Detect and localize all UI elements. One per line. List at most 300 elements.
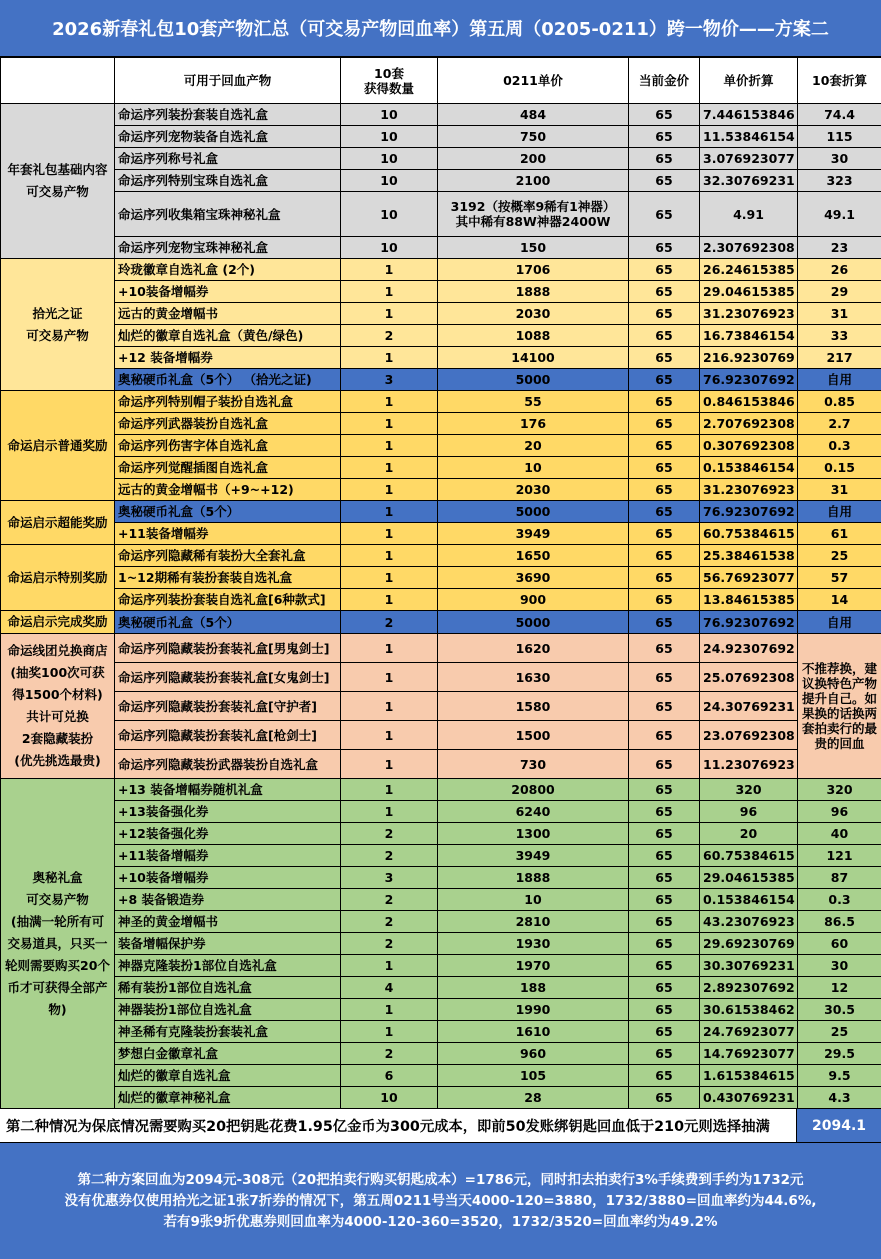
price: 1610 (438, 1021, 629, 1043)
qty: 4 (341, 977, 438, 999)
unit: 4.91 (700, 192, 798, 237)
price: 1500 (438, 721, 629, 750)
gold: 65 (629, 1087, 700, 1109)
gold: 65 (629, 523, 700, 545)
item-name: +10装备增幅券 (115, 867, 341, 889)
total: 12 (798, 977, 881, 999)
total: 61 (798, 523, 881, 545)
total: 自用 (798, 501, 881, 523)
price: 1088 (438, 325, 629, 347)
group-label-line: 可交易产物 (26, 327, 89, 343)
gold: 65 (629, 237, 700, 259)
qty: 1 (341, 391, 438, 413)
gold: 65 (629, 801, 700, 823)
qty: 3 (341, 369, 438, 391)
footer-line: 第二种方案回血为2094元-308元（20把拍卖行购买钥匙成本）=1786元，同时扣去拍卖行3%手续费到手约为1732元 (77, 1171, 804, 1188)
unit: 24.76923077 (700, 1021, 798, 1043)
total: 0.3 (798, 889, 881, 911)
table-row (1, 663, 881, 692)
gold: 65 (629, 501, 700, 523)
price: 1888 (438, 281, 629, 303)
unit: 29.04615385 (700, 867, 798, 889)
unit: 31.23076923 (700, 303, 798, 325)
price: 2100 (438, 170, 629, 192)
qty: 10 (341, 126, 438, 148)
table-row (1, 237, 881, 259)
unit: 3.076923077 (700, 148, 798, 170)
table-row-highlight (1, 611, 881, 634)
item-name: 奥秘硬币礼盒（5个） (115, 501, 341, 523)
item-name: +12 装备增幅券 (115, 347, 341, 369)
group-label-line: 可交易产物 (26, 184, 89, 199)
qty: 1 (341, 413, 438, 435)
header-qty-line1: 10套 (374, 65, 404, 81)
price: 730 (438, 750, 629, 779)
item-name: 神圣的黄金增幅书 (115, 911, 341, 933)
qty: 1 (341, 435, 438, 457)
item-name: 1~12期稀有装扮套装自选礼盒 (115, 567, 341, 589)
gold: 65 (629, 391, 700, 413)
unit: 14.76923077 (700, 1043, 798, 1065)
table-row (1, 413, 881, 435)
unit: 25.07692308 (700, 663, 798, 692)
unit: 11.23076923 (700, 750, 798, 779)
price: 2030 (438, 303, 629, 325)
qty: 1 (341, 347, 438, 369)
item-name: +10装备增幅券 (115, 281, 341, 303)
unit: 30.30769231 (700, 955, 798, 977)
qty: 2 (341, 611, 438, 634)
price: 10 (438, 457, 629, 479)
item-name: 命运序列称号礼盒 (115, 148, 341, 170)
table-row (1, 192, 881, 237)
total: 40 (798, 823, 881, 845)
unit: 76.92307692 (700, 501, 798, 523)
unit: 96 (700, 801, 798, 823)
group-label-exchange-shop (1, 634, 115, 779)
total: 4.3 (798, 1087, 881, 1109)
total: 217 (798, 347, 881, 369)
qty: 1 (341, 589, 438, 611)
qty: 1 (341, 801, 438, 823)
table-row (1, 1065, 881, 1087)
item-name: 稀有装扮1部位自选礼盒 (115, 977, 341, 999)
header-qty (341, 58, 438, 104)
price: 1300 (438, 823, 629, 845)
total: 320 (798, 779, 881, 801)
item-name: 神圣稀有克隆装扮套装礼盒 (115, 1021, 341, 1043)
item-name: 远古的黄金增幅书 (115, 303, 341, 325)
gold: 65 (629, 779, 700, 801)
table-row (1, 281, 881, 303)
header-item: 可用于回血产物 (115, 58, 341, 104)
price: 5000 (438, 611, 629, 634)
total: 74.4 (798, 104, 881, 126)
table-row (1, 750, 881, 779)
gold: 65 (629, 663, 700, 692)
unit: 2.892307692 (700, 977, 798, 999)
gold: 65 (629, 104, 700, 126)
gold: 65 (629, 999, 700, 1021)
header-qty-line2: 获得数量 (363, 80, 414, 96)
gold: 65 (629, 259, 700, 281)
total: 25 (798, 1021, 881, 1043)
price: 1650 (438, 545, 629, 567)
gold: 65 (629, 911, 700, 933)
group-label-line: 奥秘礼盒 (32, 869, 83, 885)
item-name: 命运序列特别宝珠自选礼盒 (115, 170, 341, 192)
header-unit: 单价折算 (700, 58, 798, 104)
table-row (1, 1087, 881, 1109)
item-name: 奥秘硬币礼盒（5个） （拾光之证) (115, 369, 341, 391)
table-row (1, 325, 881, 347)
table-row-highlight (1, 501, 881, 523)
gold: 65 (629, 303, 700, 325)
group-label-line: 命运线团兑换商店 (7, 643, 108, 658)
total: 86.5 (798, 911, 881, 933)
price: 1930 (438, 933, 629, 955)
qty: 1 (341, 955, 438, 977)
total: 57 (798, 567, 881, 589)
unit: 76.92307692 (700, 369, 798, 391)
item-name: 梦想白金徽章礼盒 (115, 1043, 341, 1065)
gold: 65 (629, 281, 700, 303)
table-row (1, 634, 881, 663)
item-name: 命运序列隐藏稀有装扮大全套礼盒 (115, 545, 341, 567)
header-total: 10套折算 (798, 58, 881, 104)
qty: 10 (341, 170, 438, 192)
group-label-line: 共计可兑换 (26, 709, 89, 724)
unit: 20 (700, 823, 798, 845)
table-row (1, 911, 881, 933)
gold: 65 (629, 589, 700, 611)
qty: 2 (341, 1043, 438, 1065)
qty: 1 (341, 1021, 438, 1043)
gold: 65 (629, 545, 700, 567)
qty: 10 (341, 1087, 438, 1109)
table-row (1, 721, 881, 750)
gold: 65 (629, 721, 700, 750)
group-label-line: 可交易产物 (26, 891, 89, 907)
gold: 65 (629, 567, 700, 589)
qty: 1 (341, 457, 438, 479)
unit: 32.30769231 (700, 170, 798, 192)
item-name: 神器装扮1部位自选礼盒 (115, 999, 341, 1021)
item-name: 命运序列武器装扮自选礼盒 (115, 413, 341, 435)
gold: 65 (629, 845, 700, 867)
gold: 65 (629, 933, 700, 955)
price: 2810 (438, 911, 629, 933)
qty: 1 (341, 634, 438, 663)
item-name: 命运序列宠物宝珠神秘礼盒 (115, 237, 341, 259)
unit: 31.23076923 (700, 479, 798, 501)
unit: 13.84615385 (700, 589, 798, 611)
unit: 16.73846154 (700, 325, 798, 347)
table-row (1, 823, 881, 845)
price: 28 (438, 1087, 629, 1109)
group-label-line: 轮则需要购买20个 (5, 957, 110, 973)
unit: 23.07692308 (700, 721, 798, 750)
price: 3690 (438, 567, 629, 589)
total: 29 (798, 281, 881, 303)
summary-row (0, 1108, 881, 1142)
qty: 1 (341, 692, 438, 721)
group-label-line: 拾光之证 (32, 305, 83, 321)
qty: 1 (341, 281, 438, 303)
gold: 65 (629, 148, 700, 170)
table-row (1, 126, 881, 148)
table-row (1, 589, 881, 611)
price: 5000 (438, 501, 629, 523)
group-label-line: 交易道具，只买一 (7, 935, 108, 951)
qty: 2 (341, 933, 438, 955)
gold: 65 (629, 1065, 700, 1087)
gold: 65 (629, 977, 700, 999)
item-name: 灿烂的徽章自选礼盒（黄色/绿色) (115, 325, 341, 347)
unit: 56.76923077 (700, 567, 798, 589)
table-row (1, 435, 881, 457)
page-title: 2026新春礼包10套产物汇总（可交易产物回血率）第五周（0205-0211）跨一物价——方案二 (0, 0, 881, 57)
price-line2: 其中稀有88W神器2400W (455, 214, 611, 229)
table-row (1, 259, 881, 281)
qty: 2 (341, 823, 438, 845)
unit: 2.707692308 (700, 413, 798, 435)
total: 23 (798, 237, 881, 259)
price: 188 (438, 977, 629, 999)
item-name: +13 装备增幅券随机礼盒 (115, 779, 341, 801)
table-row (1, 779, 881, 801)
group-label-line: 得1500个材料) (12, 687, 103, 702)
group-label-shiguang (1, 259, 115, 391)
price: 484 (438, 104, 629, 126)
table-row (1, 977, 881, 999)
table-row (1, 170, 881, 192)
qty: 1 (341, 779, 438, 801)
price: 1706 (438, 259, 629, 281)
table-row (1, 999, 881, 1021)
price: 176 (438, 413, 629, 435)
price: 5000 (438, 369, 629, 391)
table-row (1, 567, 881, 589)
price: 3949 (438, 523, 629, 545)
item-name: 灿烂的徽章自选礼盒 (115, 1065, 341, 1087)
gold: 65 (629, 750, 700, 779)
qty: 6 (341, 1065, 438, 1087)
table-row (1, 845, 881, 867)
header-price: 0211单价 (438, 58, 629, 104)
price: 20800 (438, 779, 629, 801)
group-label-completion-reward: 命运启示完成奖励 (1, 611, 115, 634)
total: 0.15 (798, 457, 881, 479)
total: 30 (798, 955, 881, 977)
price: 900 (438, 589, 629, 611)
summary-total: 2094.1 (797, 1109, 881, 1142)
item-name: 命运序列隐藏装扮套装礼盒[枪剑士] (115, 721, 341, 750)
unit: 7.446153846 (700, 104, 798, 126)
qty: 2 (341, 325, 438, 347)
table-row (1, 545, 881, 567)
qty: 10 (341, 237, 438, 259)
unit: 0.153846154 (700, 889, 798, 911)
total: 14 (798, 589, 881, 611)
price-line1: 3192（按概率9稀有1神器） (450, 199, 616, 214)
group-label-special-reward: 命运启示特别奖励 (1, 545, 115, 611)
total: 115 (798, 126, 881, 148)
exchange-note: 不推荐换，建议换特色产物提升自己。如果换的话换两套拍卖行的最贵的回血 (798, 634, 881, 779)
item-name: 命运序列隐藏装扮套装礼盒[女鬼剑士] (115, 663, 341, 692)
group-label-base (1, 104, 115, 259)
qty: 1 (341, 523, 438, 545)
group-label-line: 2套隐藏装扮 (21, 731, 94, 746)
gold: 65 (629, 126, 700, 148)
footer-notes (0, 1142, 881, 1259)
item-name: 命运序列装扮套装自选礼盒[6种款式] (115, 589, 341, 611)
group-label-super-reward: 命运启示超能奖励 (1, 501, 115, 545)
item-name: 命运序列隐藏装扮武器装扮自选礼盒 (115, 750, 341, 779)
unit: 320 (700, 779, 798, 801)
price: 10 (438, 889, 629, 911)
qty: 1 (341, 663, 438, 692)
qty: 1 (341, 567, 438, 589)
item-name: 命运序列觉醒插图自选礼盒 (115, 457, 341, 479)
gold: 65 (629, 435, 700, 457)
item-name: 命运序列装扮套装自选礼盒 (115, 104, 341, 126)
table-row (1, 955, 881, 977)
footer-line: 若有9张9折优惠券则回血率为4000-120-360=3520，1732/3520=回血率约为49.2% (163, 1213, 718, 1230)
table-row (1, 391, 881, 413)
qty: 1 (341, 721, 438, 750)
table-row (1, 479, 881, 501)
header-group (1, 58, 115, 104)
item-name: 命运序列隐藏装扮套装礼盒[守护者] (115, 692, 341, 721)
group-label-line: (优先挑选最贵) (14, 753, 101, 768)
price: 6240 (438, 801, 629, 823)
item-name: +12装备强化券 (115, 823, 341, 845)
price: 200 (438, 148, 629, 170)
gold: 65 (629, 170, 700, 192)
item-name: 神器克隆装扮1部位自选礼盒 (115, 955, 341, 977)
table-row (1, 1043, 881, 1065)
item-name: 命运序列伤害字体自选礼盒 (115, 435, 341, 457)
gold: 65 (629, 369, 700, 391)
unit: 30.61538462 (700, 999, 798, 1021)
gold: 65 (629, 347, 700, 369)
footer-line: 没有优惠券仅使用拾光之证1张7折券的情况下，第五周0211号当天4000-120=3880，1732/3880=回血率约为44.6%, (64, 1192, 817, 1209)
header-row (1, 58, 881, 104)
qty: 1 (341, 999, 438, 1021)
price: 14100 (438, 347, 629, 369)
item-name: 远古的黄金增幅书（+9~+12) (115, 479, 341, 501)
price: 750 (438, 126, 629, 148)
total: 30 (798, 148, 881, 170)
unit: 60.75384615 (700, 845, 798, 867)
item-name: 命运序列隐藏装扮套装礼盒[男鬼剑士] (115, 634, 341, 663)
total: 60 (798, 933, 881, 955)
table-row (1, 303, 881, 325)
qty: 10 (341, 104, 438, 126)
unit: 29.69230769 (700, 933, 798, 955)
total: 9.5 (798, 1065, 881, 1087)
item-name: +11装备增幅券 (115, 845, 341, 867)
unit: 0.430769231 (700, 1087, 798, 1109)
group-label-line: 年套礼包基础内容 (7, 162, 108, 177)
total: 0.3 (798, 435, 881, 457)
price (438, 192, 629, 237)
qty: 10 (341, 192, 438, 237)
price: 960 (438, 1043, 629, 1065)
total: 自用 (798, 611, 881, 634)
unit: 76.92307692 (700, 611, 798, 634)
gold: 65 (629, 611, 700, 634)
price: 105 (438, 1065, 629, 1087)
unit: 1.615384615 (700, 1065, 798, 1087)
price: 55 (438, 391, 629, 413)
price: 1580 (438, 692, 629, 721)
total: 87 (798, 867, 881, 889)
table-row (1, 347, 881, 369)
unit: 26.24615385 (700, 259, 798, 281)
group-label-normal-reward: 命运启示普通奖励 (1, 391, 115, 501)
qty: 2 (341, 845, 438, 867)
price: 1630 (438, 663, 629, 692)
total: 29.5 (798, 1043, 881, 1065)
item-name: 奥秘硬币礼盒（5个） (115, 611, 341, 634)
gold: 65 (629, 325, 700, 347)
unit: 29.04615385 (700, 281, 798, 303)
total: 自用 (798, 369, 881, 391)
gold: 65 (629, 479, 700, 501)
total: 30.5 (798, 999, 881, 1021)
total: 31 (798, 303, 881, 325)
gold: 65 (629, 692, 700, 721)
total: 121 (798, 845, 881, 867)
total: 49.1 (798, 192, 881, 237)
item-name: 命运序列收集箱宝珠神秘礼盒 (115, 192, 341, 237)
total: 0.85 (798, 391, 881, 413)
qty: 2 (341, 889, 438, 911)
gold: 65 (629, 192, 700, 237)
total: 31 (798, 479, 881, 501)
unit: 0.307692308 (700, 435, 798, 457)
group-label-line: 币才可获得全部产 (7, 979, 108, 995)
gold: 65 (629, 1043, 700, 1065)
unit: 25.38461538 (700, 545, 798, 567)
qty: 2 (341, 911, 438, 933)
unit: 43.23076923 (700, 911, 798, 933)
qty: 1 (341, 501, 438, 523)
table-row (1, 1021, 881, 1043)
item-name: 灿烂的徽章神秘礼盒 (115, 1087, 341, 1109)
group-label-line: 物) (48, 1001, 67, 1017)
total: 96 (798, 801, 881, 823)
gold: 65 (629, 823, 700, 845)
total: 26 (798, 259, 881, 281)
table-row (1, 867, 881, 889)
total: 323 (798, 170, 881, 192)
unit: 0.846153846 (700, 391, 798, 413)
unit: 0.153846154 (700, 457, 798, 479)
price: 2030 (438, 479, 629, 501)
group-label-line: (抽奖100次可获 (10, 665, 105, 680)
table-row (1, 889, 881, 911)
price: 1620 (438, 634, 629, 663)
item-name: +11装备增幅券 (115, 523, 341, 545)
qty: 1 (341, 479, 438, 501)
gold: 65 (629, 955, 700, 977)
qty: 1 (341, 545, 438, 567)
price: 1990 (438, 999, 629, 1021)
qty: 1 (341, 303, 438, 325)
